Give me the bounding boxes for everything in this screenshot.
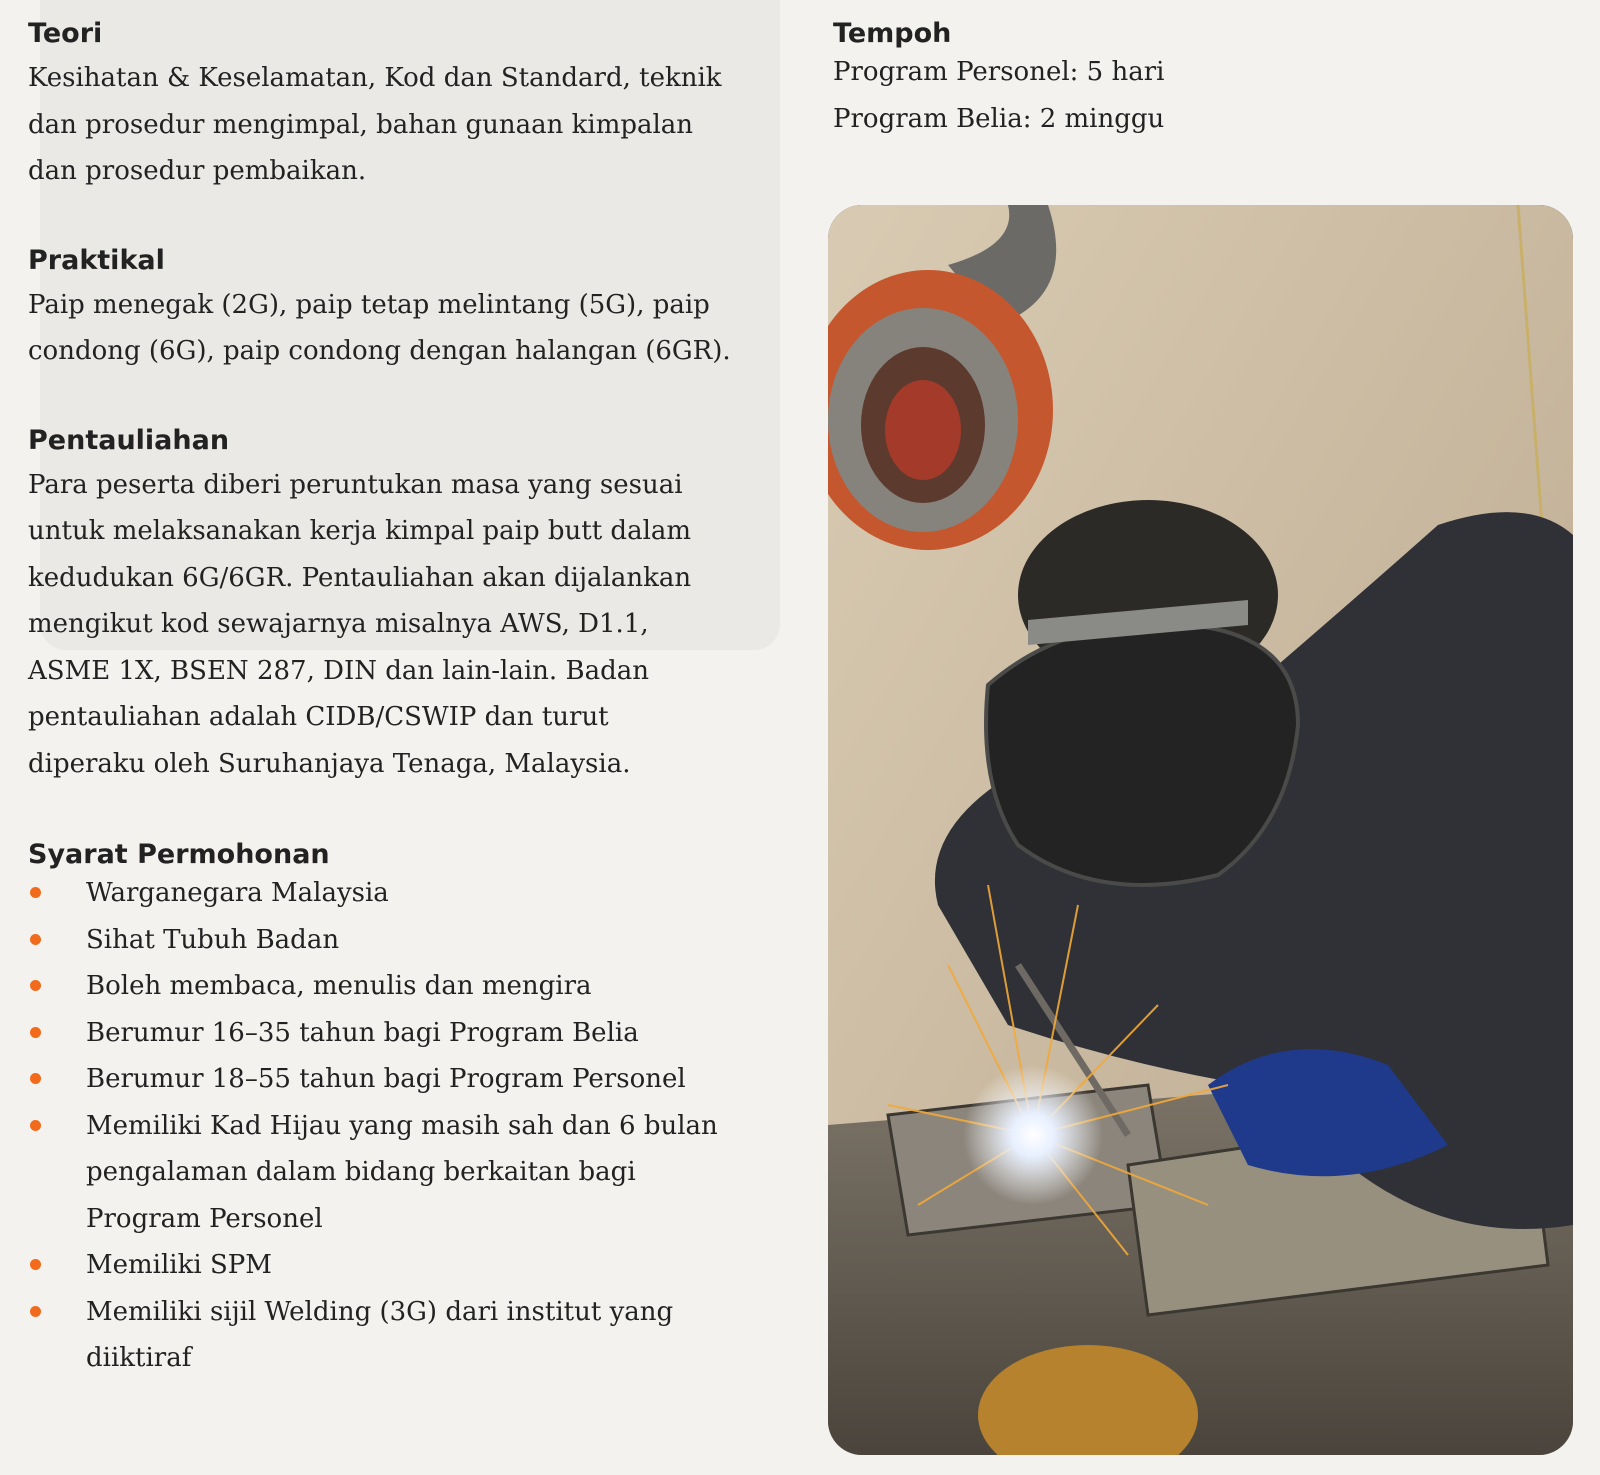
section-syarat-permohonan bbox=[28, 839, 778, 1382]
list-item bbox=[28, 1242, 748, 1289]
welder-photo bbox=[828, 205, 1573, 1455]
section-praktikal bbox=[28, 245, 778, 375]
list-item-text: Warganegara Malaysia bbox=[86, 878, 389, 908]
heading-praktikal: Praktikal bbox=[28, 244, 165, 276]
heading-syarat-permohonan: Syarat Permohonan bbox=[28, 839, 330, 870]
right-column bbox=[833, 18, 1573, 142]
bullet-icon bbox=[30, 887, 41, 898]
arc-flash bbox=[963, 1065, 1103, 1205]
list-item-text: Memiliki SPM bbox=[86, 1250, 272, 1280]
list-item bbox=[28, 917, 748, 964]
heading-pentauliahan: Pentauliahan bbox=[28, 424, 230, 456]
section-tempoh bbox=[833, 18, 1573, 142]
bullet-icon bbox=[30, 934, 41, 945]
text-tempoh-personel: Program Personel: 5 hari bbox=[833, 57, 1165, 87]
list-item-text: Memiliki Kad Hijau yang masih sah dan 6 bulan pengalaman dalam bidang berkaitan bagi Program Personel bbox=[86, 1110, 718, 1234]
list-item bbox=[28, 1289, 748, 1382]
text-tempoh-belia: Program Belia: 2 minggu bbox=[833, 103, 1165, 134]
list-item bbox=[28, 1010, 748, 1057]
text-teori: Kesihatan & Keselamatan, Kod dan Standard, teknik dan prosedur mengimpal, bahan gunaan kimpalan dan prosedur pembaikan. bbox=[28, 63, 722, 186]
bullet-icon bbox=[30, 1306, 41, 1317]
text-pentauliahan: Para peserta diberi peruntukan masa yang sesuai untuk melaksanakan kerja kimpal paip butt dalam kedudukan 6G/6GR. Pentauliahan akan dijalankan mengikut kod sewajarnya misalnya AWS, D1.1, ASME 1X, BSEN 287, DIN dan lain-lain. Badan pentauliahan adalah CIDB/CSWIP dan turut diperaku oleh Suruhanjaya Tenaga, Malaysia. bbox=[28, 469, 692, 779]
welder-illustration bbox=[828, 205, 1573, 1455]
list-item bbox=[28, 1056, 748, 1103]
section-teori bbox=[28, 18, 778, 195]
list-item bbox=[28, 1103, 748, 1243]
list-item-text: Berumur 16–35 tahun bagi Program Belia bbox=[86, 1017, 639, 1048]
heading-teori: Teori bbox=[28, 18, 103, 49]
list-item-text: Berumur 18–55 tahun bagi Program Personel bbox=[86, 1064, 686, 1094]
left-column bbox=[28, 18, 778, 1428]
bullet-icon bbox=[30, 1027, 41, 1038]
list-item-text: Memiliki sijil Welding (3G) dari institut yang diiktiraf bbox=[86, 1296, 674, 1373]
requirements-list bbox=[28, 870, 748, 1382]
welding-helmet bbox=[986, 624, 1298, 885]
list-item bbox=[28, 870, 748, 917]
list-item-text: Boleh membaca, menulis dan mengira bbox=[86, 971, 592, 1001]
list-item-text: Sihat Tubuh Badan bbox=[86, 924, 340, 955]
bullet-icon bbox=[30, 1073, 41, 1084]
text-praktikal: Paip menegak (2G), paip tetap melintang (5G), paip condong (6G), paip condong dengan halangan (6GR). bbox=[28, 289, 731, 366]
list-item bbox=[28, 963, 748, 1010]
heading-tempoh: Tempoh bbox=[833, 18, 952, 49]
section-pentauliahan bbox=[28, 425, 778, 788]
bullet-icon bbox=[30, 1259, 41, 1270]
bullet-icon bbox=[30, 980, 41, 991]
bullet-icon bbox=[30, 1120, 41, 1131]
